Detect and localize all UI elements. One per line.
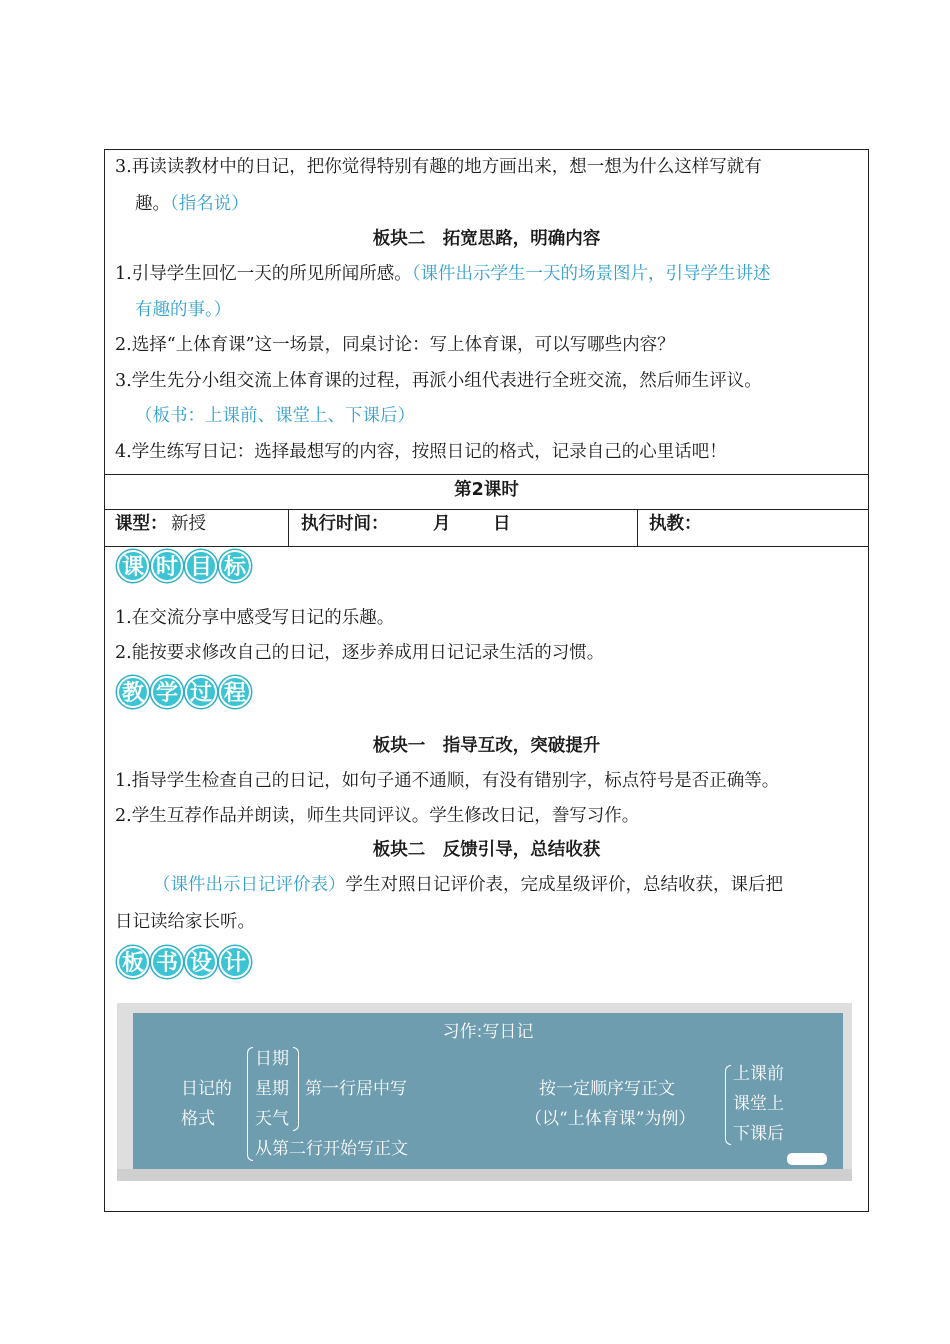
- board-title: 习作:写日记: [442, 1022, 534, 1042]
- board-stage: 上课前: [733, 1064, 784, 1084]
- badge-char: 设: [185, 946, 217, 978]
- process-s2-line1: （课件出示日记评价表）学生对照日记评价表，完成星级评价，总结收获，课后把: [153, 875, 783, 895]
- time-label: 执行时间：: [301, 514, 389, 534]
- board-weather: 天气: [255, 1109, 289, 1129]
- s2-item3-note: （板书：上课前、课堂上、下课后）: [135, 406, 415, 426]
- badge-char: 教: [117, 676, 149, 708]
- badge-char: 标: [219, 550, 251, 582]
- brace-icon: [725, 1065, 731, 1145]
- badge-char: 目: [185, 550, 217, 582]
- teacher-label: 执教：: [649, 514, 702, 534]
- chalk-icon: [787, 1153, 827, 1165]
- brace-icon: [247, 1047, 253, 1161]
- section2-heading: 板块二 拓宽思路，明确内容: [372, 229, 601, 249]
- board-stage: 课堂上: [733, 1094, 784, 1114]
- process-s2-line2: 日记读给家长听。: [115, 912, 255, 932]
- item3-note: （指名说）: [170, 194, 249, 214]
- day-label: 日: [493, 514, 511, 534]
- s2-item2: 2.选择“上体育课”这一场景，同桌讨论：写上体育课，可以写哪些内容？: [115, 335, 675, 355]
- divider: [105, 474, 868, 475]
- process-section2-heading: 板块二 反馈引导，总结收获: [372, 840, 601, 860]
- item3-line1: 3.再读读教材中的日记，把你觉得特别有趣的地方画出来，想一想为什么这样写就有: [115, 157, 762, 177]
- badge-char: 过: [185, 676, 217, 708]
- badge-char: 程: [219, 676, 251, 708]
- board-badge: [117, 946, 251, 978]
- badge-char: 板: [117, 946, 149, 978]
- brace-icon: [293, 1047, 299, 1131]
- board-first-line: 第一行居中写: [305, 1079, 407, 1099]
- badge-char: 课: [117, 550, 149, 582]
- board-example-text: （以“上体育课”为例）: [525, 1109, 696, 1129]
- board-second-line: 从第二行开始写正文: [255, 1139, 408, 1159]
- goal-item: 2.能按要求修改自己的日记，逐步养成用日记记录生活的习惯。: [115, 643, 605, 663]
- process-section1-heading: 板块一 指导互改，突破提升: [372, 736, 601, 756]
- lesson2-title: 第2课时: [454, 480, 519, 500]
- badge-char: 计: [219, 946, 251, 978]
- type-label: 课型：: [115, 514, 168, 534]
- process-item: 1.指导学生检查自己的日记，如句子通不通顺，有没有错别字，标点符号是否正确等。: [115, 771, 780, 791]
- goal-item: 1.在交流分享中感受写日记的乐趣。: [115, 608, 395, 628]
- board-left-label-1: 日记的: [181, 1079, 232, 1099]
- blackboard: [133, 1013, 843, 1169]
- badge-char: 时: [151, 550, 183, 582]
- s2-item3-line1: 3.学生先分小组交流上体育课的过程，再派小组代表进行全班交流，然后师生评议。: [115, 371, 762, 391]
- board-date: 日期: [255, 1049, 289, 1069]
- board-stage: 下课后: [733, 1124, 784, 1144]
- divider: [288, 509, 289, 546]
- blackboard-ledge: [117, 1169, 852, 1181]
- divider: [105, 546, 868, 547]
- board-order-text: 按一定顺序写正文: [539, 1079, 675, 1099]
- divider: [637, 509, 638, 546]
- month-label: 月: [433, 514, 451, 534]
- process-item: 2.学生互荐作品并朗读，师生共同评议。学生修改日记，誊写习作。: [115, 806, 640, 826]
- board-left-label-2: 格式: [181, 1109, 215, 1129]
- goals-badge: [117, 550, 251, 582]
- lesson-table: [104, 149, 869, 1212]
- s2-item1-line1: 1.引导学生回忆一天的所见所闻所感。（课件出示学生一天的场景图片，引导学生讲述: [115, 264, 771, 284]
- badge-char: 学: [151, 676, 183, 708]
- divider: [105, 509, 868, 510]
- process-badge: [117, 676, 251, 708]
- board-weekday: 星期: [255, 1079, 289, 1099]
- s2-item4: 4.学生练写日记：选择最想写的内容，按照日记的格式，记录自己的心里话吧！: [115, 442, 727, 462]
- type-value: 新授: [171, 514, 206, 534]
- item3-line2: 趣。（指名说）: [135, 194, 249, 214]
- s2-item1-line2: 有趣的事。）: [135, 300, 232, 320]
- badge-char: 书: [151, 946, 183, 978]
